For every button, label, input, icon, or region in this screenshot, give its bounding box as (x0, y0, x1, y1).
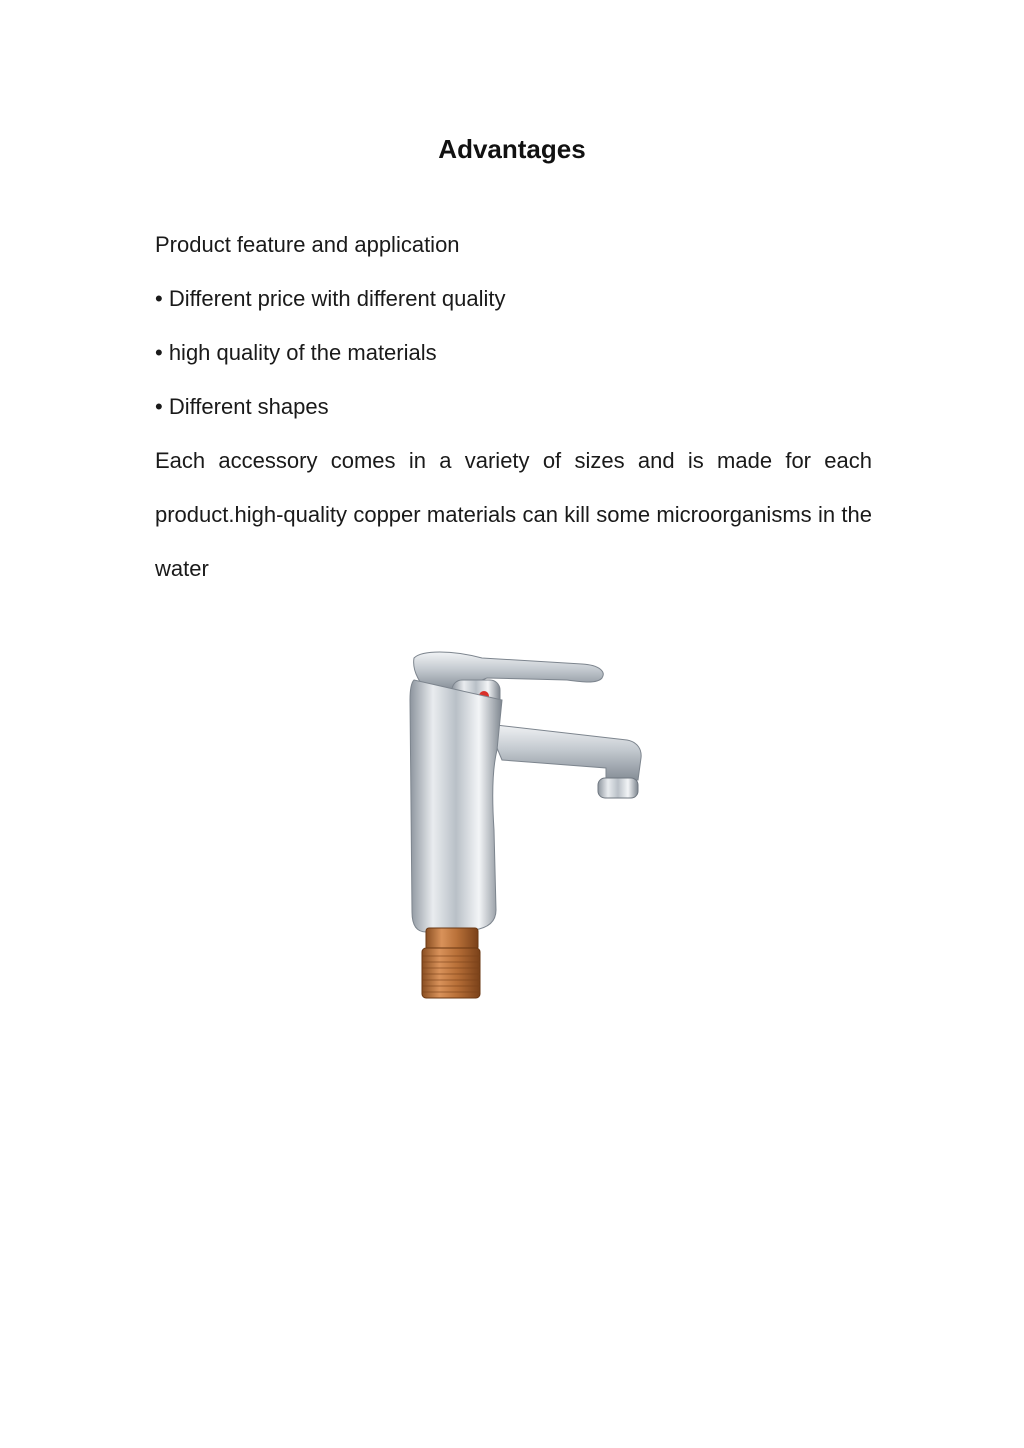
body-text (155, 218, 872, 596)
aerator (598, 778, 638, 798)
lever-handle (414, 652, 603, 690)
faucet-spout (487, 724, 641, 780)
faucet-body (410, 680, 502, 932)
bullet-item: • high quality of the materials (155, 340, 437, 365)
faucet-image (392, 640, 662, 1005)
faucet-icon (392, 640, 662, 1005)
page-title: Advantages (438, 134, 586, 164)
bullet-item: • Different shapes (155, 394, 329, 419)
intro-line: Product feature and application (155, 232, 460, 257)
bullet-item: • Different price with different quality (155, 286, 506, 311)
shank-nut (426, 928, 478, 950)
description-paragraph: Each accessory comes in a variety of sizes and is made for each product.high-quality copper materials can kill some microorganisms in the water (155, 448, 872, 581)
